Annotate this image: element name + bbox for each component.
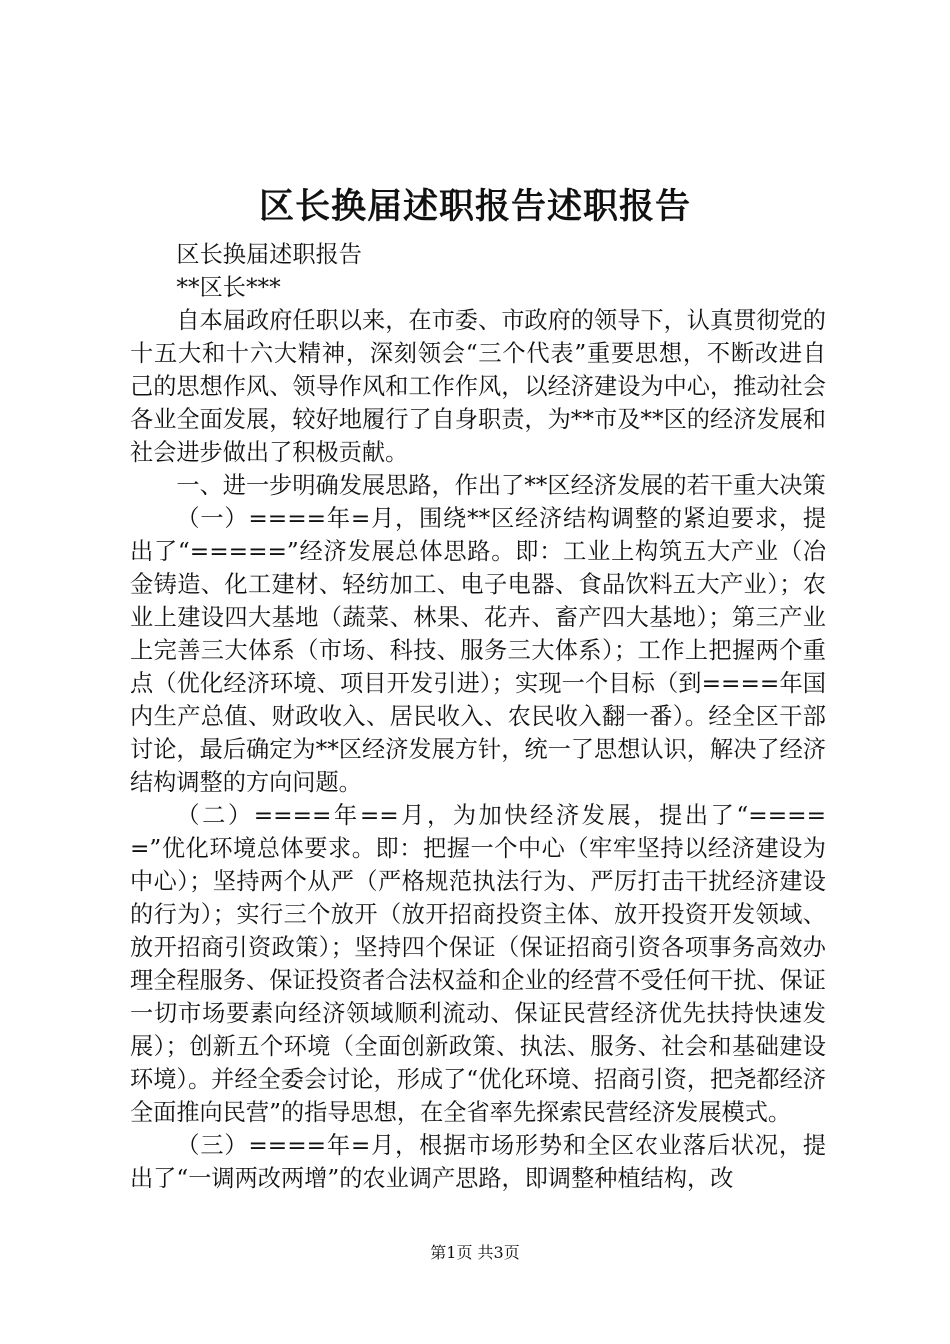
document-title: 区长换届述职报告述职报告: [258, 186, 691, 227]
page-footer: 第1页 共3页: [430, 1243, 520, 1262]
section-heading: 一、进一步明确发展思路，作出了**区经济发展的若干重大决策: [176, 472, 826, 499]
paragraph: （二）====年==月，为加快经济发展，提出了“=====”优化环境总体要求。即：把握一个中心（牢牢坚持以经济建设为中心）；坚持两个从严（严格规范执法行为、严厉打击干扰经济建设的行为）；实行三个放开（放开招商投资主体、放开投资开发领域、放开招商引资政策）；坚持四个保证（保证招商引资各项事务高效办理全程服务、保证投资者合法权益和企业的经营不受任何干扰、保证一切市场要素向经济领域顺利流动、保证民营经济优先扶持快速发展）；创新五个环境（全面创新政策、执法、服务、社会和基础建设环境）。并经全委会讨论，形成了“优化环境、招商引资，把尧都经济全面推向民营”的指导思想，在全省率先探索民营经济发展模式。: [130, 802, 826, 1126]
document-subtitle: 区长换届述职报告: [176, 241, 362, 268]
document-body: [130, 238, 826, 1195]
paragraph: 自本届政府任职以来，在市委、市政府的领导下，认真贯彻党的十五大和十六大精神，深刻领会“三个代表”重要思想，不断改进自己的思想作风、领导作风和工作作风，以经济建设为中心，推动社会各业全面发展，较好地履行了自身职责，为**市及**区的经济发展和社会进步做出了积极贡献。: [130, 307, 826, 466]
document-author: **区长***: [176, 274, 281, 301]
paragraph: （一）====年=月，围绕**区经济结构调整的紧迫要求，提出了“=====”经济发展总体思路。即：工业上构筑五大产业（冶金铸造、化工建材、轻纺加工、电子电器、食品饮料五大产业）；农业上建设四大基地（蔬菜、林果、花卉、畜产四大基地）；第三产业上完善三大体系（市场、科技、服务三大体系）；工作上把握两个重点（优化经济环境、项目开发引进）；实现一个目标（到====年国内生产总值、财政收入、居民收入、农民收入翻一番）。经全区干部讨论，最后确定为**区经济发展方针，统一了思想认识，解决了经济结构调整的方向问题。: [130, 505, 826, 796]
paragraph: （三）====年=月，根据市场形势和全区农业落后状况，提出了“一调两改两增”的农业调产思路，即调整种植结构，改: [130, 1132, 826, 1192]
